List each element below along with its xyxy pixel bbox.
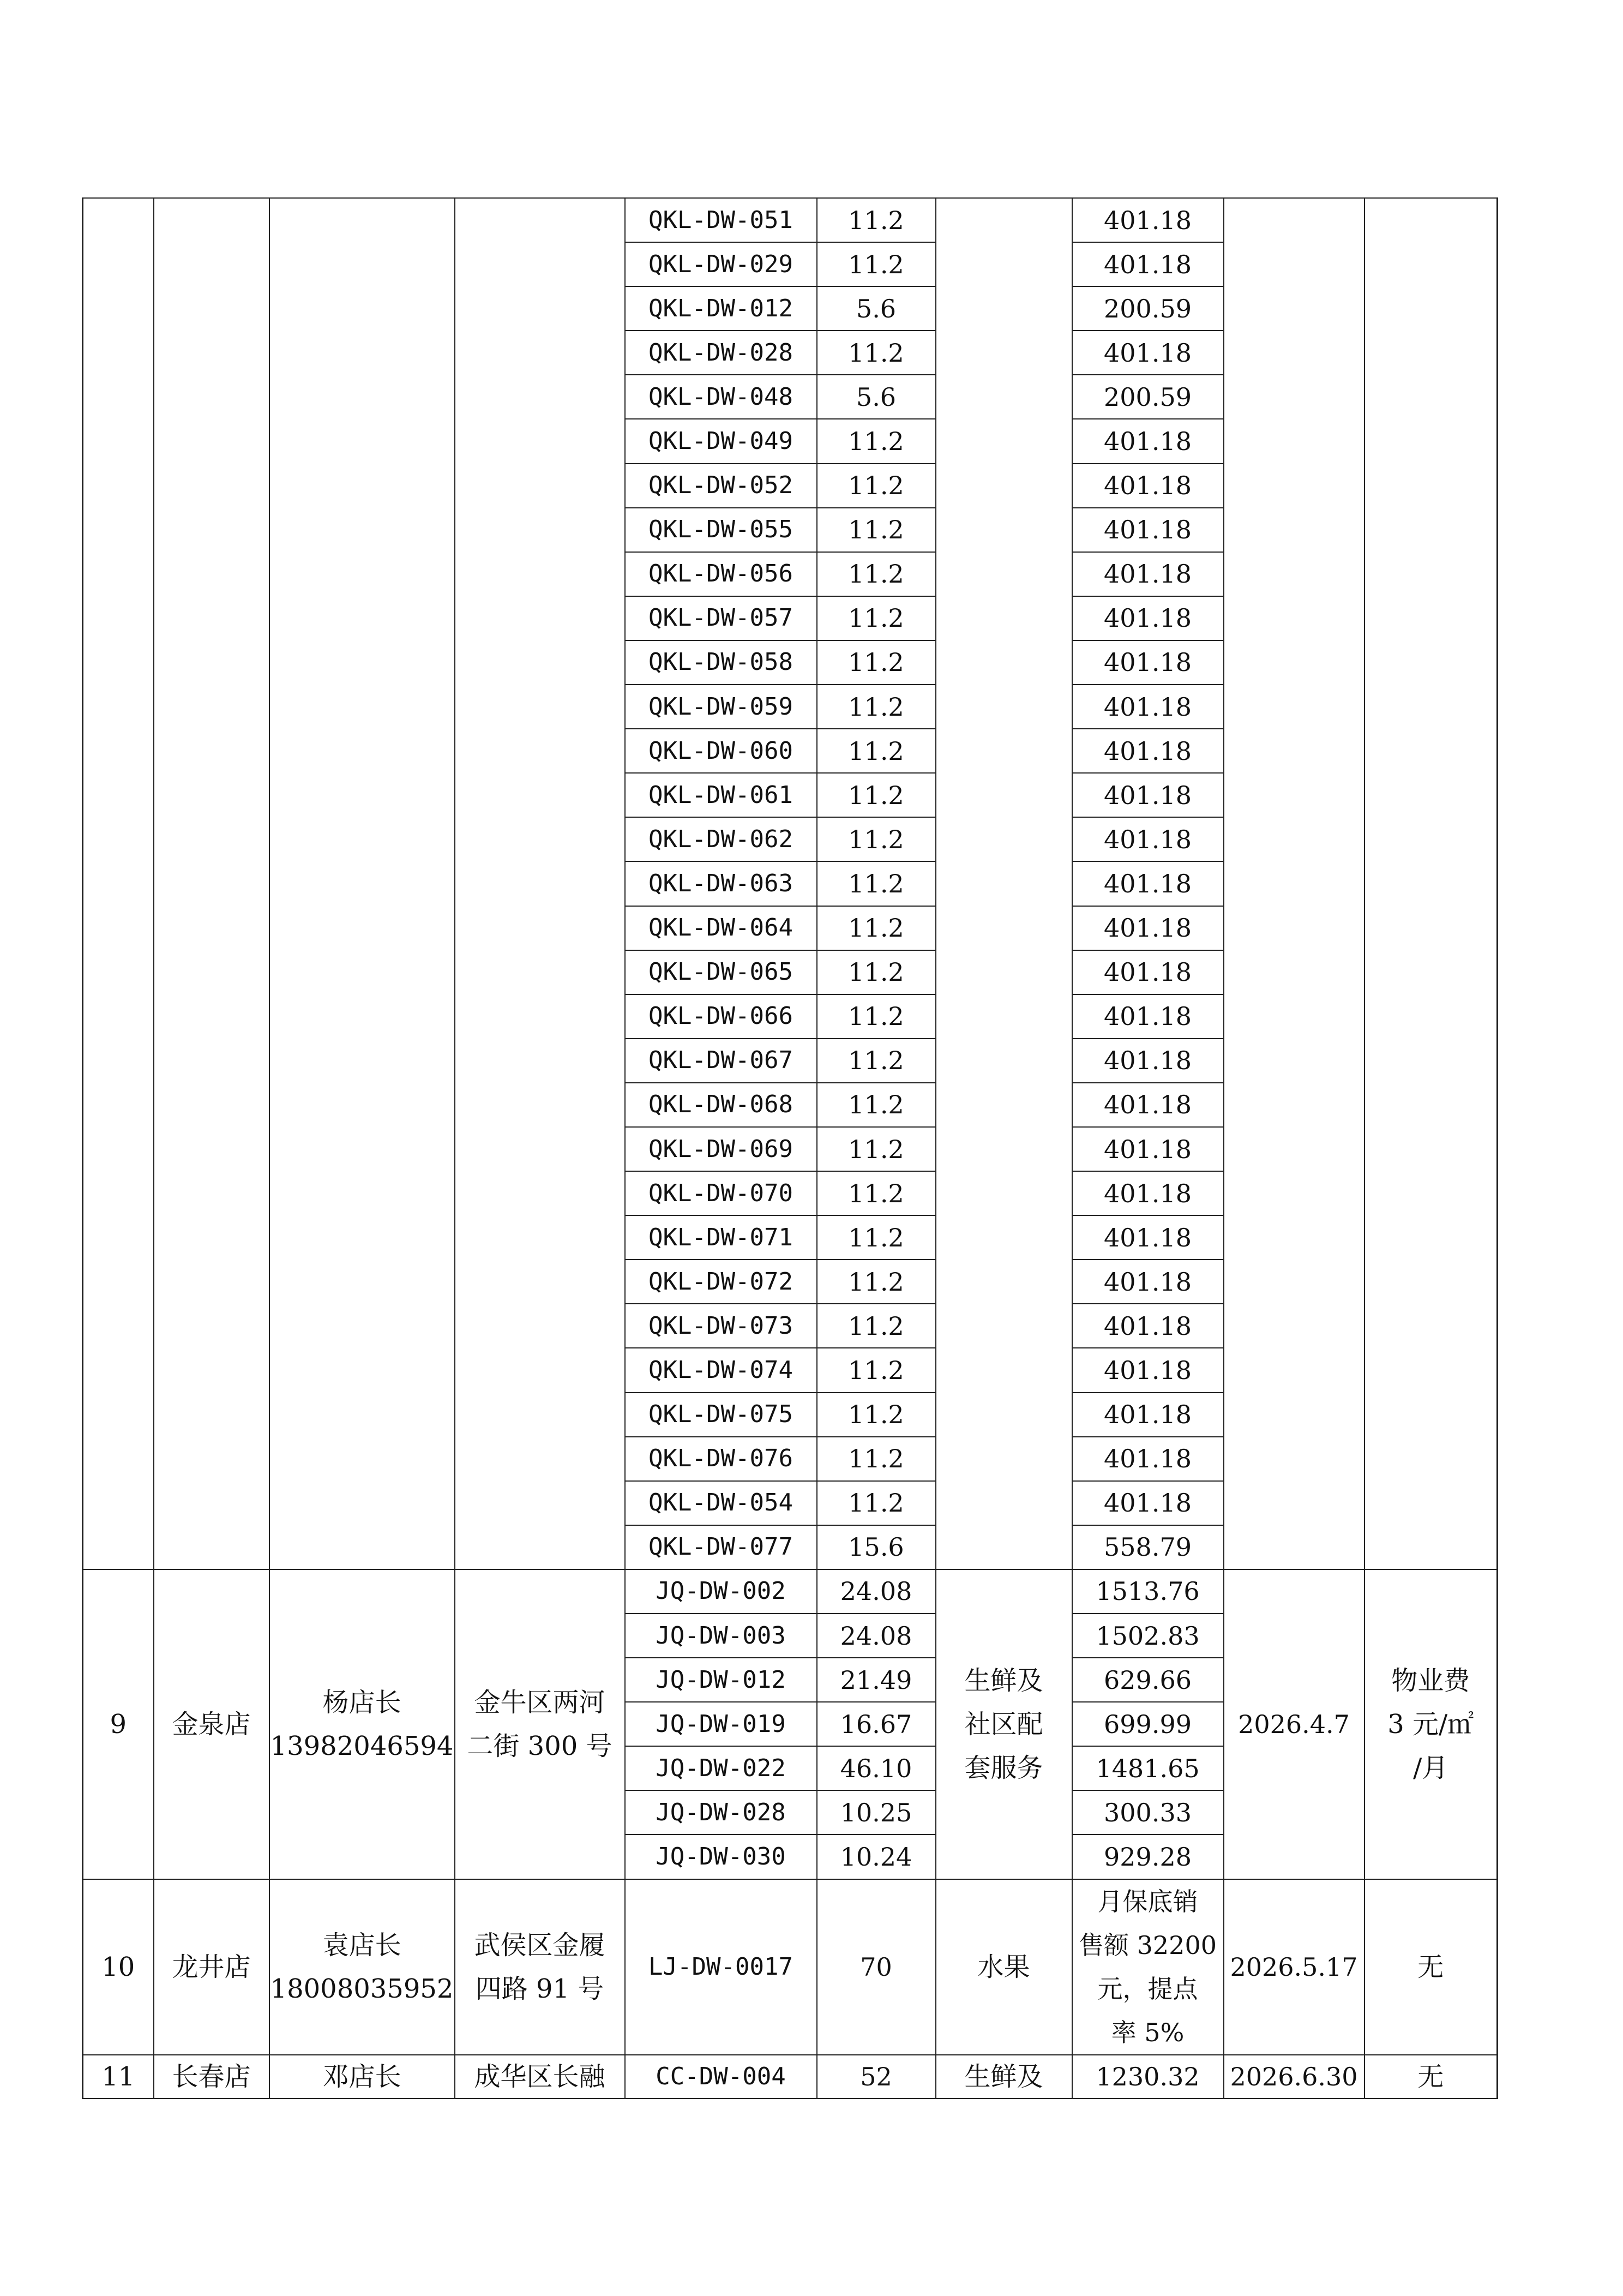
rent-cell: 1513.76: [1072, 1569, 1224, 1614]
rent-cell-line: 元，提点: [1097, 1974, 1198, 2004]
rent-cell: 401.18: [1072, 861, 1224, 906]
rent-cell: [1072, 1879, 1224, 2055]
business-cell-line: 套服务: [964, 1752, 1043, 1783]
rent-cell: 401.18: [1072, 640, 1224, 685]
address-cell-line: 金牛区两河: [474, 1687, 605, 1718]
unit-code-cell: JQ-DW-019: [625, 1702, 817, 1746]
rent-cell: 401.18: [1072, 906, 1224, 950]
unit-code-cell: QKL-DW-071: [625, 1215, 817, 1260]
note-cell: [1364, 198, 1498, 1569]
area-cell: 15.6: [817, 1525, 936, 1569]
contact-cell: [269, 1879, 455, 2055]
unit-code-cell: QKL-DW-076: [625, 1437, 817, 1481]
rent-cell: 401.18: [1072, 1348, 1224, 1392]
rent-cell: 401.18: [1072, 1215, 1224, 1260]
business-cell: [936, 1569, 1072, 1879]
area-cell: 11.2: [817, 773, 936, 817]
unit-code-cell: QKL-DW-029: [625, 242, 817, 286]
rent-cell: 401.18: [1072, 596, 1224, 640]
area-cell: 11.2: [817, 1083, 936, 1127]
unit-code-cell: JQ-DW-002: [625, 1569, 817, 1614]
area-cell: 11.2: [817, 1437, 936, 1481]
contact-cell-line: 袁店长: [322, 1929, 401, 1961]
unit-code-cell: QKL-DW-072: [625, 1260, 817, 1304]
area-cell: 24.08: [817, 1614, 936, 1658]
store-name-cell: 金泉店: [154, 1569, 269, 1879]
business-cell: 生鲜及: [936, 2055, 1072, 2099]
rent-cell: 200.59: [1072, 375, 1224, 419]
unit-code-cell: QKL-DW-064: [625, 906, 817, 950]
area-cell: 5.6: [817, 375, 936, 419]
rent-cell: 401.18: [1072, 950, 1224, 994]
no-cell: 11: [83, 2055, 154, 2099]
address-cell: [455, 1879, 625, 2055]
note-cell-line: 3 元/㎡: [1387, 1708, 1474, 1740]
rent-cell: 401.18: [1072, 729, 1224, 773]
unit-code-cell: QKL-DW-061: [625, 773, 817, 817]
area-cell: 11.2: [817, 640, 936, 685]
area-cell: 52: [817, 2055, 936, 2099]
unit-code-cell: JQ-DW-012: [625, 1658, 817, 1702]
rent-cell: 401.18: [1072, 1481, 1224, 1525]
no-cell: 9: [83, 1569, 154, 1879]
area-cell: 11.2: [817, 861, 936, 906]
expiry-cell: 2026.4.7: [1224, 1569, 1364, 1879]
address-cell-line: 二街 300 号: [467, 1730, 612, 1761]
area-cell: 11.2: [817, 1039, 936, 1083]
unit-code-cell: QKL-DW-048: [625, 375, 817, 419]
area-cell: 11.2: [817, 817, 936, 861]
rent-cell: 401.18: [1072, 419, 1224, 463]
rent-cell-line: 月保底销: [1097, 1886, 1198, 1916]
rent-cell: 401.18: [1072, 1304, 1224, 1348]
area-cell: 11.2: [817, 685, 936, 729]
store-name-cell: 长春店: [154, 2055, 269, 2099]
rent-cell: 401.18: [1072, 685, 1224, 729]
business-cell-line: 生鲜及: [964, 1665, 1043, 1696]
unit-code-cell: QKL-DW-056: [625, 552, 817, 596]
rent-cell: 401.18: [1072, 1127, 1224, 1171]
rent-cell: 401.18: [1072, 1171, 1224, 1215]
table-row: [83, 2055, 1498, 2099]
table-body: [83, 198, 1498, 2099]
rent-cell-line: 售额 32200: [1079, 1930, 1217, 1960]
rent-cell: 401.18: [1072, 994, 1224, 1039]
unit-code-cell: QKL-DW-060: [625, 729, 817, 773]
rent-cell: 401.18: [1072, 198, 1224, 242]
area-cell: 11.2: [817, 508, 936, 552]
rent-cell: 1481.65: [1072, 1746, 1224, 1790]
area-cell: 11.2: [817, 994, 936, 1039]
expiry-cell: [1224, 198, 1364, 1569]
rent-cell: 300.33: [1072, 1790, 1224, 1835]
note-cell: 无: [1364, 1879, 1498, 2055]
store-name-cell: 龙井店: [154, 1879, 269, 2055]
store-name-cell: [154, 198, 269, 1569]
unit-code-cell: QKL-DW-062: [625, 817, 817, 861]
area-cell: 21.49: [817, 1658, 936, 1702]
rent-cell: 929.28: [1072, 1835, 1224, 1879]
address-cell: [455, 1569, 625, 1879]
table-row: [83, 1879, 1498, 2055]
unit-code-cell: QKL-DW-054: [625, 1481, 817, 1525]
business-cell-line: 社区配: [964, 1708, 1043, 1740]
unit-code-cell: LJ-DW-0017: [625, 1879, 817, 2055]
contact-cell: [269, 1569, 455, 1879]
rent-cell: 200.59: [1072, 286, 1224, 331]
unit-code-cell: QKL-DW-049: [625, 419, 817, 463]
unit-code-cell: QKL-DW-068: [625, 1083, 817, 1127]
area-cell: 11.2: [817, 1481, 936, 1525]
rent-cell: 401.18: [1072, 242, 1224, 286]
rent-cell: 1502.83: [1072, 1614, 1224, 1658]
no-cell: 10: [83, 1879, 154, 2055]
unit-code-cell: QKL-DW-075: [625, 1393, 817, 1437]
unit-code-cell: CC-DW-004: [625, 2055, 817, 2099]
rent-cell: 401.18: [1072, 552, 1224, 596]
area-cell: 11.2: [817, 1215, 936, 1260]
address-cell: 成华区长融: [455, 2055, 625, 2099]
expiry-cell: 2026.6.30: [1224, 2055, 1364, 2099]
unit-code-cell: QKL-DW-067: [625, 1039, 817, 1083]
lease-table: [82, 197, 1498, 2099]
area-cell: 11.2: [817, 464, 936, 508]
no-cell: [83, 198, 154, 1569]
address-cell: [455, 198, 625, 1569]
unit-code-cell: QKL-DW-073: [625, 1304, 817, 1348]
area-cell: 11.2: [817, 1171, 936, 1215]
unit-code-cell: JQ-DW-003: [625, 1614, 817, 1658]
rent-cell: 401.18: [1072, 817, 1224, 861]
rent-cell: 401.18: [1072, 464, 1224, 508]
unit-code-cell: QKL-DW-065: [625, 950, 817, 994]
area-cell: 11.2: [817, 331, 936, 375]
contact-cell-line: 13982046594: [270, 1730, 454, 1761]
note-cell: 无: [1364, 2055, 1498, 2099]
area-cell: 11.2: [817, 198, 936, 242]
unit-code-cell: JQ-DW-028: [625, 1790, 817, 1835]
unit-code-cell: QKL-DW-055: [625, 508, 817, 552]
unit-code-cell: QKL-DW-077: [625, 1525, 817, 1569]
area-cell: 11.2: [817, 950, 936, 994]
address-cell-line: 四路 91 号: [475, 1973, 604, 2004]
unit-code-cell: QKL-DW-074: [625, 1348, 817, 1392]
business-cell: 水果: [936, 1879, 1072, 2055]
area-cell: 10.24: [817, 1835, 936, 1879]
rent-cell-line: 率 5%: [1111, 2017, 1185, 2047]
area-cell: 11.2: [817, 596, 936, 640]
contact-cell: [269, 198, 455, 1569]
rent-cell: 401.18: [1072, 331, 1224, 375]
area-cell: 16.67: [817, 1702, 936, 1746]
area-cell: 11.2: [817, 1304, 936, 1348]
note-cell-line: /月: [1413, 1752, 1448, 1783]
rent-cell: 699.99: [1072, 1702, 1224, 1746]
contact-cell-line: 杨店长: [322, 1687, 401, 1718]
area-cell: 46.10: [817, 1746, 936, 1790]
area-cell: 11.2: [817, 1260, 936, 1304]
rent-cell: 629.66: [1072, 1658, 1224, 1702]
area-cell: 11.2: [817, 242, 936, 286]
table-row: [83, 198, 1498, 242]
area-cell: 11.2: [817, 1348, 936, 1392]
unit-code-cell: JQ-DW-030: [625, 1835, 817, 1879]
area-cell: 10.25: [817, 1790, 936, 1835]
note-cell: [1364, 1569, 1498, 1879]
contact-cell: 邓店长: [269, 2055, 455, 2099]
area-cell: 11.2: [817, 1127, 936, 1171]
rent-cell: 1230.32: [1072, 2055, 1224, 2099]
table-row: [83, 1569, 1498, 1614]
area-cell: 11.2: [817, 729, 936, 773]
rent-cell: 401.18: [1072, 1393, 1224, 1437]
unit-code-cell: QKL-DW-063: [625, 861, 817, 906]
unit-code-cell: JQ-DW-022: [625, 1746, 817, 1790]
area-cell: 70: [817, 1879, 936, 2055]
area-cell: 24.08: [817, 1569, 936, 1614]
area-cell: 11.2: [817, 906, 936, 950]
rent-cell: 401.18: [1072, 773, 1224, 817]
unit-code-cell: QKL-DW-052: [625, 464, 817, 508]
expiry-cell: 2026.5.17: [1224, 1879, 1364, 2055]
unit-code-cell: QKL-DW-051: [625, 198, 817, 242]
unit-code-cell: QKL-DW-066: [625, 994, 817, 1039]
rent-cell: 401.18: [1072, 1260, 1224, 1304]
rent-cell: 401.18: [1072, 1039, 1224, 1083]
rent-cell: 401.18: [1072, 1437, 1224, 1481]
unit-code-cell: QKL-DW-070: [625, 1171, 817, 1215]
area-cell: 11.2: [817, 1393, 936, 1437]
rent-cell: 401.18: [1072, 508, 1224, 552]
contact-cell-line: 18008035952: [270, 1973, 454, 2004]
unit-code-cell: QKL-DW-012: [625, 286, 817, 331]
area-cell: 11.2: [817, 552, 936, 596]
business-cell: [936, 198, 1072, 1569]
unit-code-cell: QKL-DW-069: [625, 1127, 817, 1171]
rent-cell: 401.18: [1072, 1083, 1224, 1127]
unit-code-cell: QKL-DW-058: [625, 640, 817, 685]
note-cell-line: 物业费: [1391, 1665, 1470, 1696]
address-cell-line: 武侯区金履: [474, 1929, 605, 1961]
unit-code-cell: QKL-DW-057: [625, 596, 817, 640]
unit-code-cell: QKL-DW-028: [625, 331, 817, 375]
area-cell: 11.2: [817, 419, 936, 463]
unit-code-cell: QKL-DW-059: [625, 685, 817, 729]
rent-cell: 558.79: [1072, 1525, 1224, 1569]
area-cell: 5.6: [817, 286, 936, 331]
